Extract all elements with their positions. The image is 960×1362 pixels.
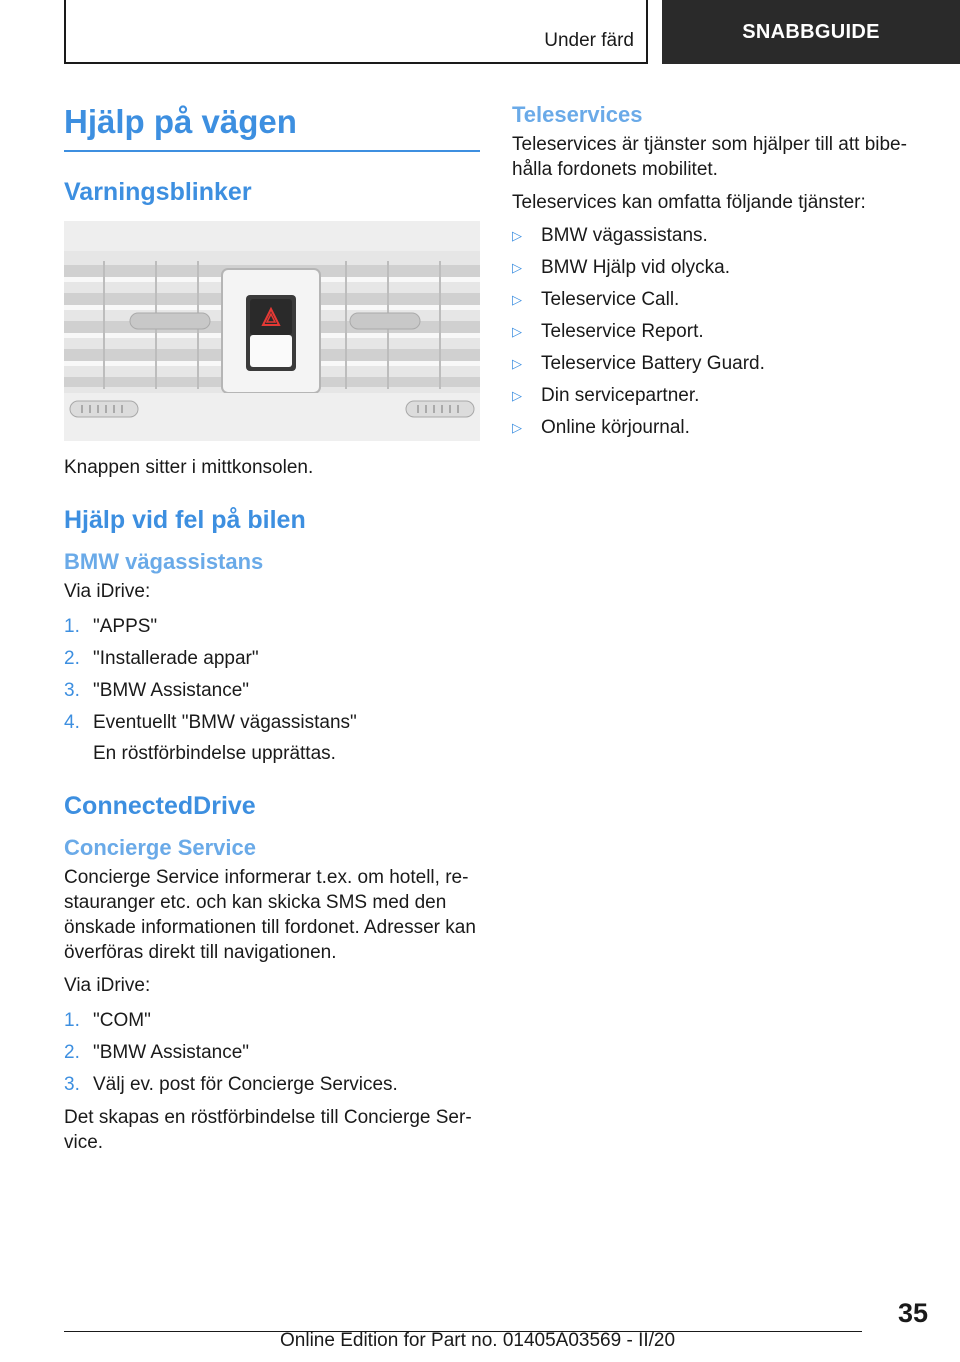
concierge-description: Concierge Service informerar t.ex. om hotell, restauranger etc. och kan skicka SMS med den önskade informationen till fordonet. Adresser kan överföras direkt till navigationen. [64,867,476,964]
step-number: 1. [64,616,80,638]
list-item [64,678,480,703]
teleservices-description: Teleservices är tjänster som hjälper till att bibehålla fordonets mobilitet. [512,134,907,180]
header-tab[interactable]: SNABBGUIDE [662,0,960,64]
list-item-text: BMW vägassistans. [541,225,708,246]
step-number: 2. [64,648,80,670]
list-item-text: Teleservice Call. [541,289,680,310]
hazard-button-photo [64,221,480,441]
step-number: 3. [64,680,80,702]
list-item [64,1040,480,1065]
list-item [64,710,480,735]
step-text: Välj ev. post för Concierge Services. [93,1074,398,1096]
step-text: "BMW Assistance" [93,680,250,702]
roadside-steps [64,614,480,735]
header-section-title: Under färd [544,30,634,51]
list-item [64,614,480,639]
teleservices-list [512,223,912,440]
list-item [64,646,480,671]
step-text: Eventuellt "BMW vägassistans" [93,712,357,734]
roadside-via: Via iDrive: [64,581,151,603]
list-item [64,1008,480,1033]
triangle-bullet-icon: ▷ [512,420,522,435]
page-number: 35 [897,1298,928,1328]
step-number: 1. [64,1010,80,1032]
list-item [512,255,912,280]
step-number: 4. [64,712,80,734]
step-text: "APPS" [93,616,158,638]
list-item-text: Teleservice Battery Guard. [541,353,765,374]
roadside-heading: BMW vägassistans [64,549,264,575]
concierge-outro: Det skapas en röstförbindelse till Concierge Service. [64,1107,472,1154]
concierge-via: Via iDrive: [64,975,151,997]
concierge-steps [64,1008,480,1097]
list-item-text: BMW Hjälp vid olycka. [541,257,730,278]
triangle-bullet-icon: ▷ [512,388,522,403]
step-number: 2. [64,1042,80,1064]
teleservices-heading: Teleservices [512,102,643,127]
step-text: "Installerade appar" [93,648,259,670]
step-number: 3. [64,1074,80,1096]
teleservices-intro: Teleservices kan omfatta följande tjänster: [512,192,866,213]
concierge-heading: Concierge Service [64,835,256,861]
console-illustration [64,221,480,441]
list-item-text: Din servicepartner. [541,385,700,406]
list-item [512,319,912,344]
roadside-note: En röstförbindelse upprättas. [93,743,336,765]
breakdown-heading: Hjälp vid fel på bilen [64,506,306,535]
triangle-bullet-icon: ▷ [512,292,522,307]
step-text: "BMW Assistance" [93,1042,250,1064]
list-item [64,1072,480,1097]
connected-heading: ConnectedDrive [64,792,256,821]
left-column [64,98,480,1163]
hazard-heading: Varningsblinker [64,178,252,207]
list-item-text: Online körjournal. [541,417,690,438]
triangle-bullet-icon: ▷ [512,228,522,243]
list-item-text: Teleservice Report. [541,321,704,342]
photo-caption: Knappen sitter i mittkonsolen. [64,457,314,479]
footer-edition: Online Edition for Part no. 01405A03569 - II/20 [280,1330,676,1351]
list-item [512,223,912,248]
list-item [512,415,912,440]
triangle-bullet-icon: ▷ [512,260,522,275]
triangle-bullet-icon: ▷ [512,324,522,339]
right-column [512,98,912,447]
step-text: "COM" [93,1010,151,1032]
list-item [512,287,912,312]
list-item [512,383,912,408]
page-title: Hjälp på vägen [64,104,480,152]
triangle-bullet-icon: ▷ [512,356,522,371]
list-item [512,351,912,376]
